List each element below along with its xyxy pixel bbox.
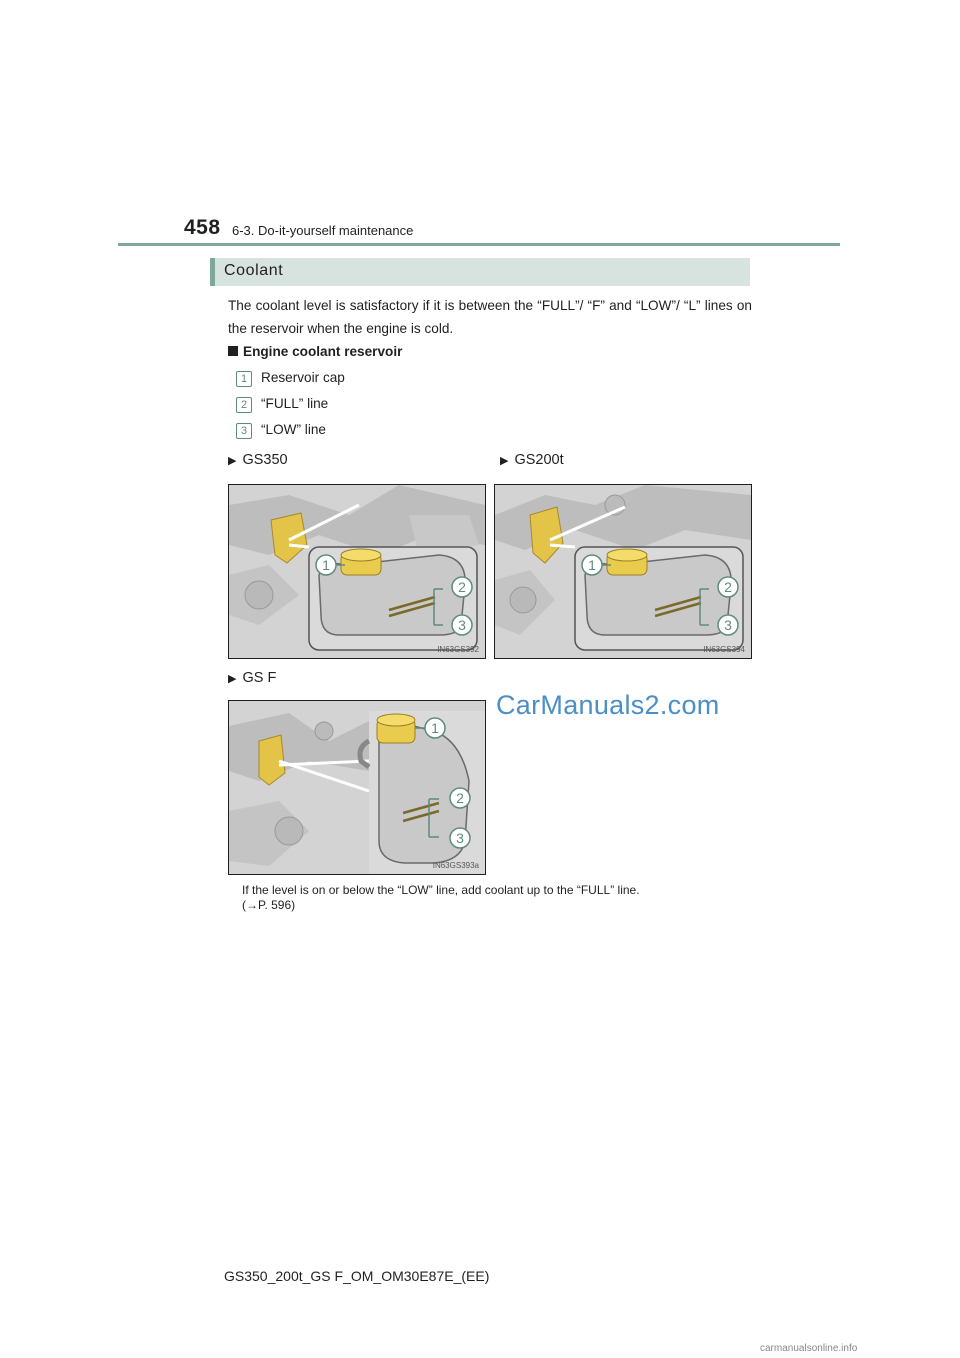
subheading-text: Engine coolant reservoir	[243, 344, 403, 359]
model-name: GS350	[242, 452, 288, 468]
figure-gs350	[228, 484, 486, 659]
callout-2: 2	[458, 579, 466, 595]
model-name: GS F	[242, 670, 277, 686]
engine-bay-illustration	[495, 485, 751, 658]
legend-item	[236, 396, 328, 413]
section-title: Coolant	[224, 262, 284, 279]
model-label-gs350	[228, 452, 288, 468]
callout-1: 1	[322, 557, 330, 573]
callout-1: 1	[431, 720, 439, 736]
callout-2: 2	[724, 579, 732, 595]
callout-number-icon: 1	[236, 371, 252, 387]
legend-item	[236, 370, 345, 387]
footer-doc-code: GS350_200t_GS F_OM_OM30E87E_(EE)	[224, 1268, 490, 1284]
model-name: GS200t	[514, 452, 564, 468]
legend-item	[236, 422, 326, 439]
triangle-bullet-icon: ▶	[228, 455, 237, 467]
triangle-bullet-icon: ▶	[500, 455, 509, 467]
page-reference-link[interactable]: (→P. 596)	[242, 898, 296, 912]
intro-paragraph: The coolant level is satisfactory if it is between the “FULL”/ “F” and “LOW”/ “L” lines on the reservoir when the engine is cold.	[228, 298, 752, 336]
corner-watermark: carmanualsonline.info	[760, 1343, 858, 1354]
figure-code: IN63GS393a	[432, 861, 479, 870]
callout-3: 3	[456, 830, 464, 846]
callout-number-icon: 2	[236, 397, 252, 413]
figure-gsf	[228, 700, 486, 875]
callout-3: 3	[724, 617, 732, 633]
callout-3: 3	[458, 617, 466, 633]
section-accent	[210, 258, 215, 286]
callout-number-icon: 3	[236, 423, 252, 439]
legend-label: “LOW” line	[261, 422, 326, 437]
figure-gs200t	[494, 484, 752, 659]
subheading	[228, 344, 402, 359]
figure-code: IN63GS394	[703, 645, 745, 654]
engine-bay-illustration	[229, 701, 485, 874]
figure-code: IN63GS392	[437, 645, 479, 654]
triangle-bullet-icon: ▶	[228, 673, 237, 685]
note-text: If the level is on or below the “LOW” line, add coolant up to the “FULL” line.	[242, 883, 640, 897]
model-label-gs200t	[500, 452, 564, 468]
header-rule	[118, 243, 840, 246]
page-number: 458	[184, 216, 221, 239]
section-path: 6-3. Do-it-yourself maintenance	[232, 223, 414, 238]
callout-1: 1	[588, 557, 596, 573]
section-title-bar	[210, 258, 750, 286]
callout-2: 2	[456, 790, 464, 806]
model-label-gsf	[228, 670, 276, 686]
square-bullet-icon	[228, 346, 238, 356]
legend-label: Reservoir cap	[261, 370, 345, 385]
watermark[interactable]: CarManuals2.com	[496, 690, 720, 720]
engine-bay-illustration	[229, 485, 485, 658]
legend-label: “FULL” line	[261, 396, 329, 411]
